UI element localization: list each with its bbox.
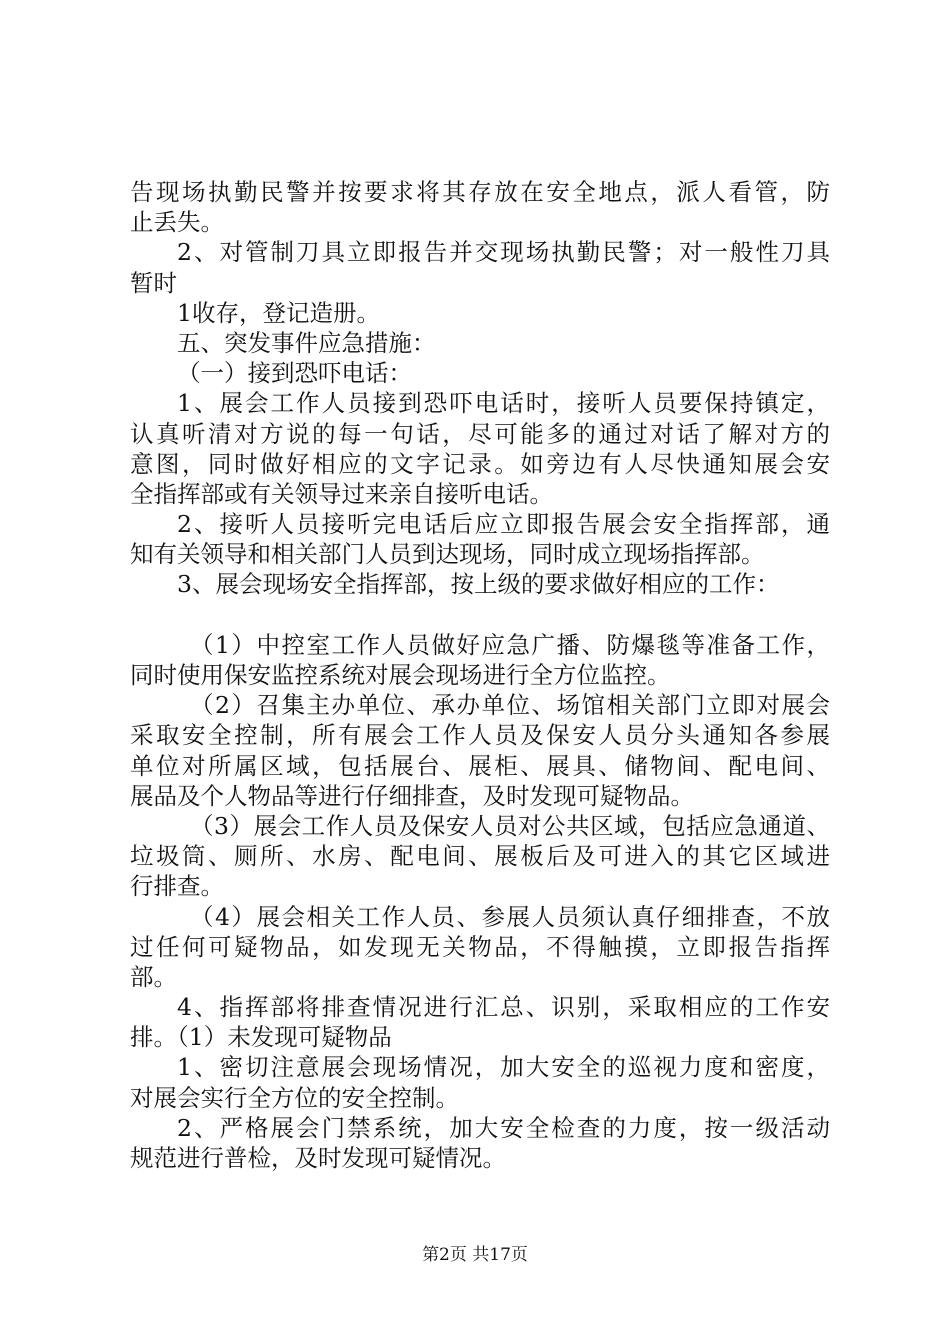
section-heading: 五、突发事件应急措施：	[177, 328, 436, 357]
text-line: 展品及个人物品等进行仔细排查，及时发现可疑物品。	[130, 781, 694, 810]
text-line: 单位对所属区域，包括展台、展柜、展具、储物间、配电间、	[130, 751, 830, 780]
text-line: 知有关领导和相关部门人员到达现场，同时成立现场指挥部。	[130, 540, 765, 569]
text-line: 全指挥部或有关领导过来亲自接听电话。	[130, 479, 553, 508]
text-line: 过任何可疑物品，如发现无关物品，不得触摸，立即报告指挥	[130, 932, 830, 961]
text-line: 意图，同时做好相应的文字记录。如旁边有人尽快通知展会安	[130, 449, 830, 478]
text-line: 2、对管制刀具立即报告并交现场执勤民警；对一般性刀具	[177, 238, 830, 267]
text-line: 4、指挥部将排查情况进行汇总、识别，采取相应的工作安	[177, 993, 830, 1022]
blank-line	[130, 600, 830, 630]
page-number-footer: 第2页 共17页	[422, 1245, 528, 1265]
text-line: 认真听清对方说的每一句话，尽可能多的通过对话了解对方的	[130, 419, 830, 448]
text-line: 1收存，登记造册。	[177, 298, 380, 327]
text-line: 暂时	[130, 268, 177, 297]
text-line: 排。（1）未发现可疑物品	[130, 1023, 392, 1052]
text-line: 告现场执勤民警并按要求将其存放在安全地点，派人看管，防	[130, 178, 830, 206]
text-line: 采取安全控制，所有展会工作人员及保安人员分头通知各参展	[130, 721, 830, 750]
text-line: 部。	[130, 962, 177, 991]
text-line: 2、严格展会门禁系统，加大安全检查的力度，按一级活动	[177, 1113, 830, 1142]
text-line: （4）展会相关工作人员、参展人员须认真仔细排查，不放	[190, 902, 830, 931]
text-line: 止丢失。	[130, 208, 224, 237]
text-line: （3）展会工作人员及保安人员对公共区域，包括应急通道、	[190, 811, 830, 840]
document-body	[130, 177, 830, 1173]
text-line: 行排查。	[130, 872, 224, 901]
text-line: 2、接听人员接听完电话后应立即报告展会安全指挥部，通	[177, 510, 830, 539]
text-line: 垃圾筒、厕所、水房、配电间、展板后及可进入的其它区域进	[130, 842, 830, 871]
subsection-heading: （一）接到恐吓电话：	[177, 359, 412, 388]
text-line: 1、展会工作人员接到恐吓电话时，接听人员要保持镇定，	[177, 389, 830, 418]
text-line: 3、展会现场安全指挥部，按上级的要求做好相应的工作：	[177, 570, 780, 599]
text-line: 规范进行普检，及时发现可疑情况。	[130, 1144, 506, 1172]
text-line: 对展会实行全方位的安全控制。	[130, 1083, 459, 1112]
text-line: 同时使用保安监控系统对展会现场进行全方位监控。	[130, 661, 671, 689]
text-line: （1）中控室工作人员做好应急广播、防爆毯等准备工作，	[190, 630, 830, 659]
text-line: 1、密切注意展会现场情况，加大安全的巡视力度和密度，	[177, 1053, 830, 1082]
text-line: （2）召集主办单位、承办单位、场馆相关部门立即对展会	[190, 691, 830, 720]
